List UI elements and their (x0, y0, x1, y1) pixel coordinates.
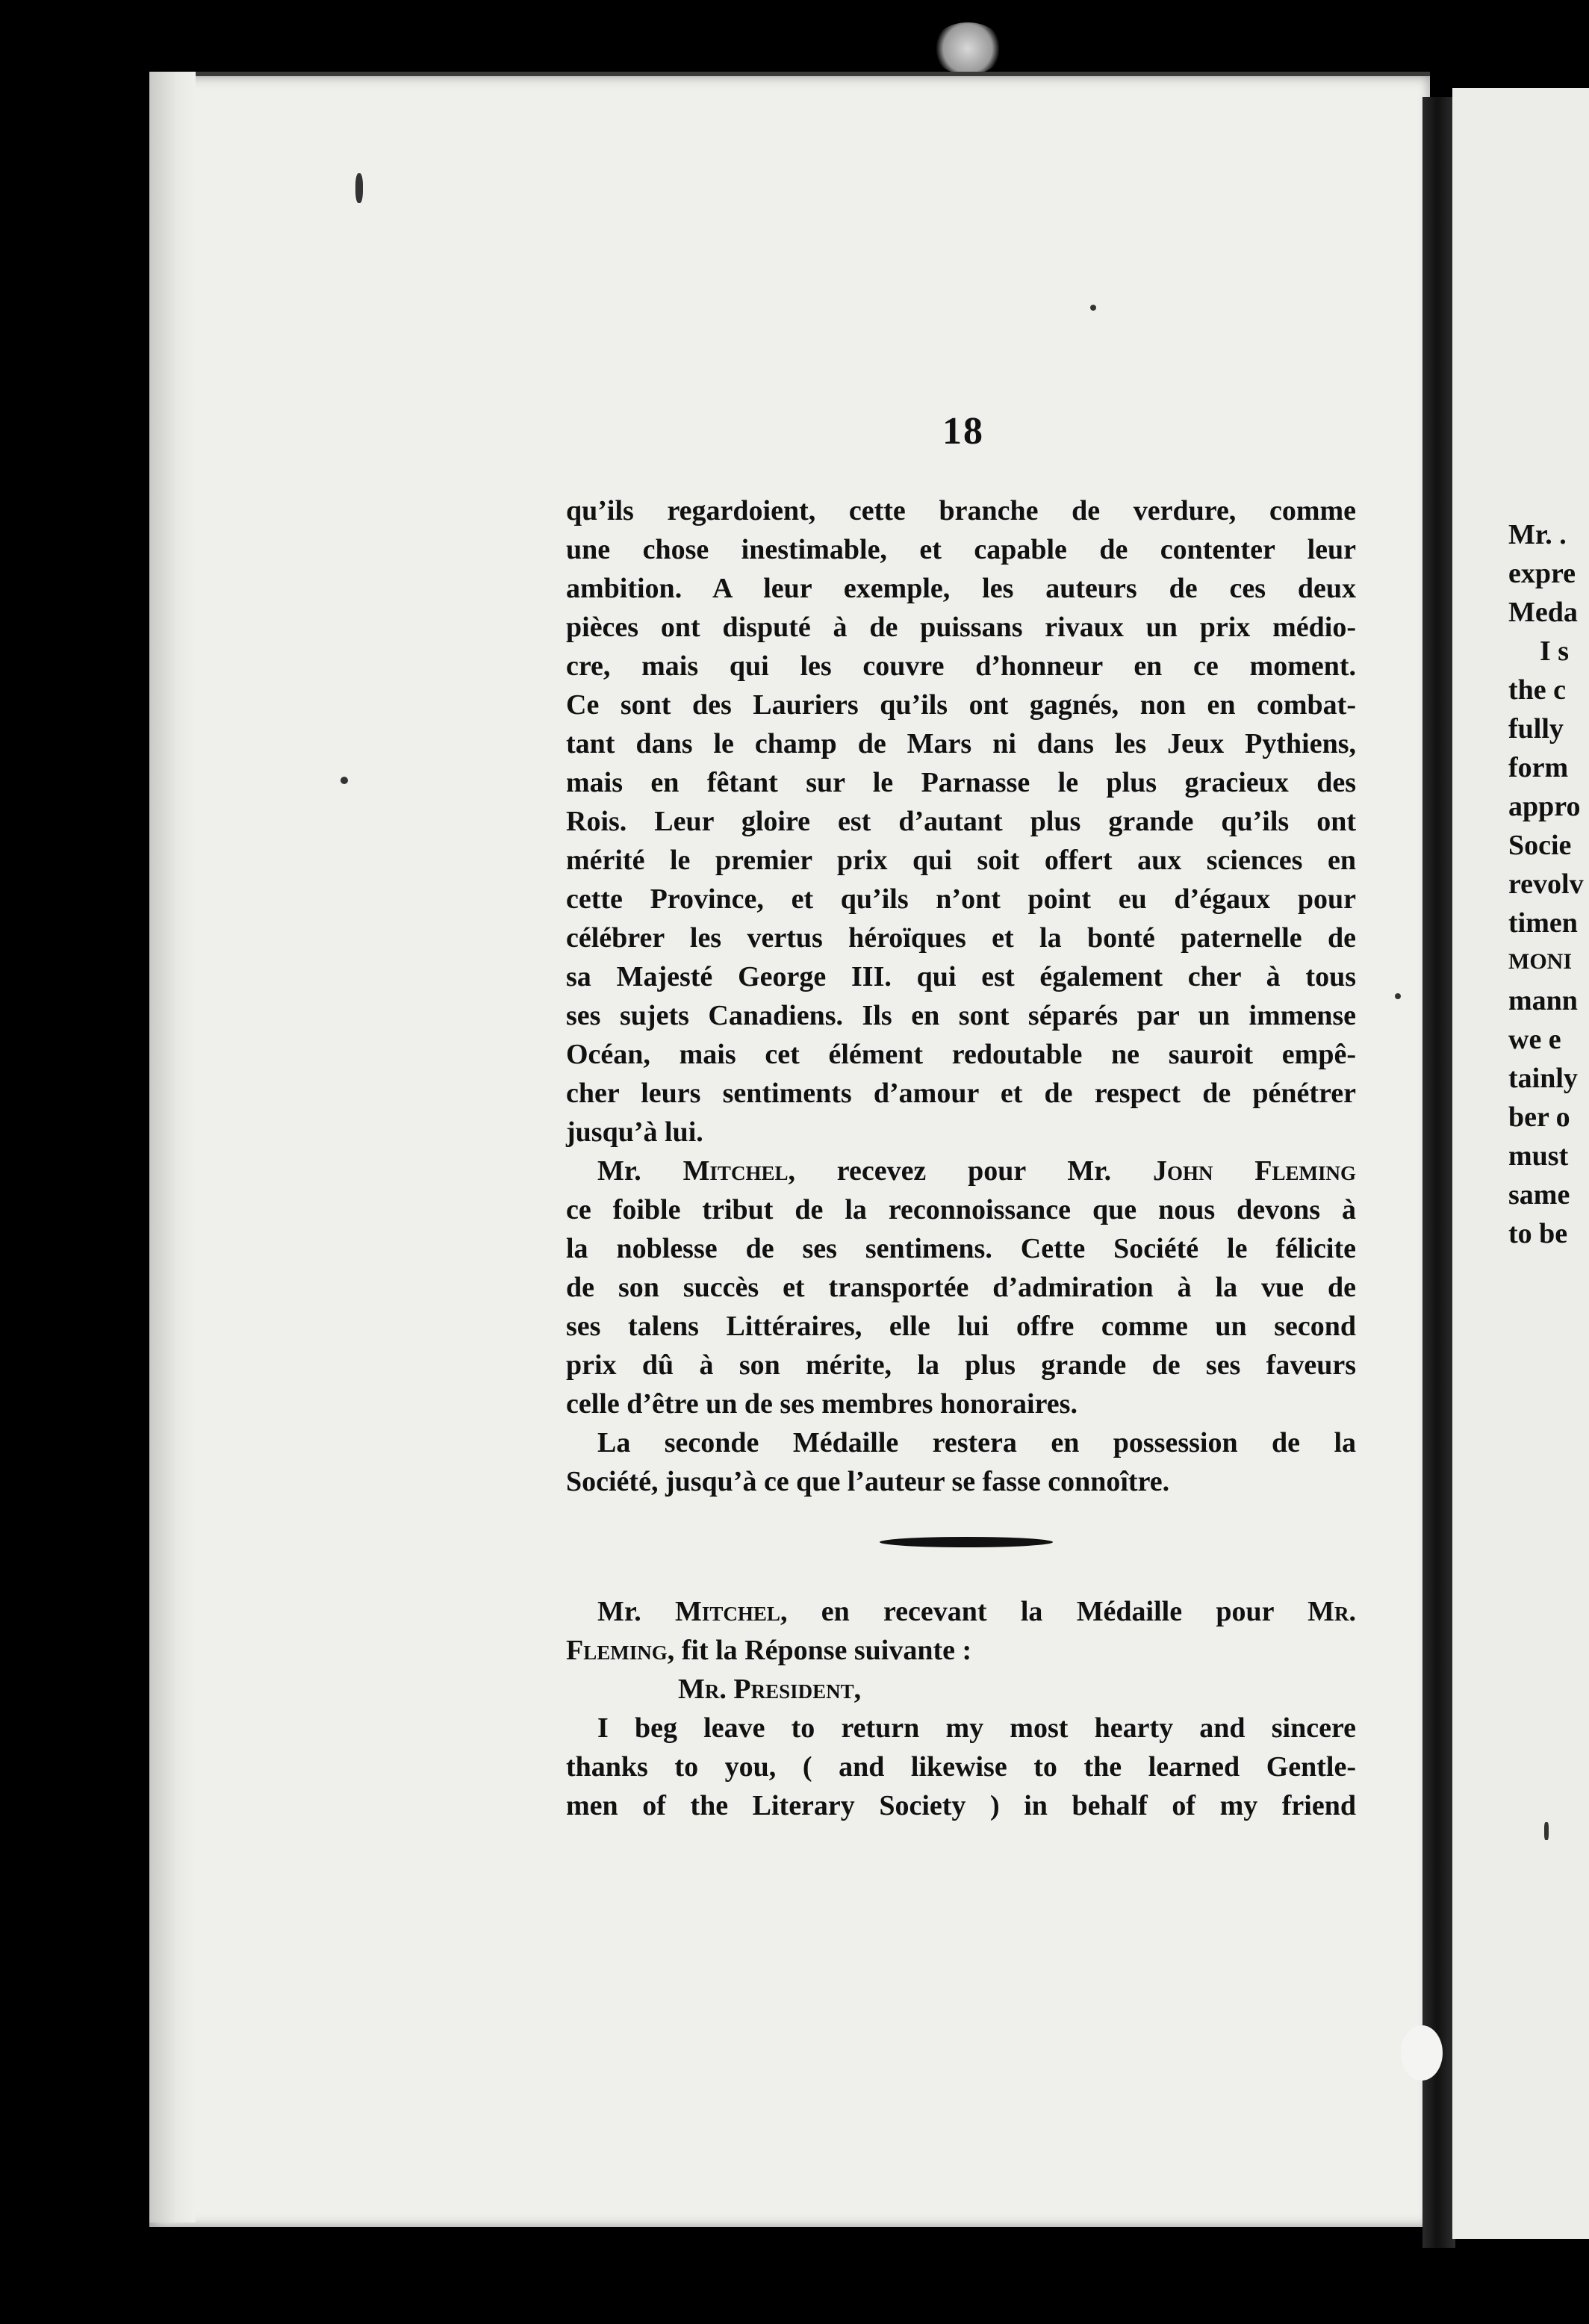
text-line: thanks to you, ( and likewise to the learned Gentle- (566, 1751, 1356, 1783)
page-number: 18 (942, 410, 984, 453)
facing-line: to be (1508, 1218, 1568, 1249)
text-line: La seconde Médaille restera en possession de la (597, 1427, 1356, 1458)
text-line: ce foible tribut de la reconnoissance que nous devons à (566, 1194, 1356, 1225)
text-line: tant dans le champ de Mars ni dans les Jeux Pythiens, (566, 728, 1356, 759)
text-line: men of the Literary Society ) in behalf of my friend (566, 1790, 1356, 1821)
text-run: , fit la Réponse suivante : (667, 1635, 972, 1666)
text-line: prix dû à son mérite, la plus grande de ses faveurs (566, 1349, 1356, 1381)
facing-line: timen (1508, 907, 1578, 939)
text-line: pièces ont disputé à de puissans rivaux un prix médio- (566, 612, 1356, 643)
facing-line: appro (1508, 791, 1581, 822)
text-line: jusqu’à lui. (566, 1116, 703, 1148)
text-run: , en recevant la Médaille pour (780, 1596, 1308, 1627)
facing-line: expre (1508, 558, 1576, 589)
text-line: celle d’être un de ses membres honoraires. (566, 1388, 1078, 1420)
paper-stain (932, 22, 1004, 75)
left-page-edge (149, 72, 196, 2222)
text-run: , recevez pour Mr. (788, 1155, 1153, 1187)
paragraph-2 (566, 1152, 1356, 1423)
reply-section (566, 1592, 1356, 1825)
text-line: mérité le premier prix qui soit offert aux sciences en (566, 845, 1356, 876)
reply-intro-line (566, 1631, 1356, 1670)
salutation: Mr. President, (678, 1674, 862, 1705)
text-line: I beg leave to return my most hearty and sincere (597, 1712, 1356, 1744)
facing-line: I s (1540, 636, 1570, 667)
scan-speck (355, 173, 363, 203)
name-john-fleming: John Fleming (1152, 1155, 1356, 1187)
facing-line: fully (1508, 713, 1564, 745)
text-line: cette Province, et qu’ils n’ont point eu d’égaux pour (566, 883, 1356, 915)
text-line (566, 1152, 1356, 1190)
text-run: Mr. (597, 1155, 683, 1187)
text-line: qu’ils regardoient, cette branche de verdure, comme (566, 495, 1356, 526)
facing-line: same (1508, 1179, 1570, 1211)
facing-page-text (1508, 515, 1584, 1253)
facing-line: the c (1508, 674, 1567, 706)
scan-speck (340, 777, 348, 784)
text-line: la noblesse de ses sentimens. Cette Société le félicite (566, 1233, 1356, 1264)
facing-line: Meda (1508, 597, 1578, 628)
facing-line: revolv (1508, 869, 1584, 900)
text-line: ses talens Littéraires, elle lui offre comme un second (566, 1311, 1356, 1342)
text-run: Mr. (597, 1596, 676, 1627)
scan-speck (1395, 993, 1401, 999)
paragraph-3 (566, 1423, 1356, 1501)
scan-speck (1544, 1822, 1549, 1840)
text-line: Ce sont des Lauriers qu’ils ont gagnés, non en combat- (566, 689, 1356, 721)
reply-intro-line (566, 1592, 1356, 1631)
facing-line: mann (1508, 985, 1578, 1016)
facing-line: tainly (1508, 1063, 1578, 1094)
text-line: ses sujets Canadiens. Ils en sont séparés par un immense (566, 1000, 1356, 1031)
text-line: Société, jusqu’à ce que l’auteur se fasse connoître. (566, 1466, 1170, 1497)
facing-line: must (1508, 1140, 1569, 1172)
section-divider (880, 1537, 1053, 1547)
facing-line: we e (1508, 1024, 1561, 1055)
text-line: célébrer les vertus héroïques et la bonté paternelle de (566, 922, 1356, 954)
text-line: mais en fêtant sur le Parnasse le plus gracieux des (566, 767, 1356, 798)
text-line: cher leurs sentiments d’amour et de respect de pénétrer (566, 1078, 1356, 1109)
text-line: cre, mais qui les couvre d’honneur en ce moment. (566, 650, 1356, 682)
scan-speck (1090, 305, 1096, 311)
paragraph-1 (566, 491, 1356, 1152)
facing-line: ber o (1508, 1102, 1570, 1133)
text-line: de son succès et transportée d’admiration à la vue de (566, 1272, 1356, 1303)
name-mitchel: Mitchel (675, 1596, 780, 1627)
facing-line: MONI (1508, 949, 1572, 974)
paper-blot (1401, 2025, 1443, 2081)
text-line: une chose inestimable, et capable de contenter leur (566, 534, 1356, 565)
name-mitchel: Mitchel (682, 1155, 789, 1187)
facing-line: Socie (1508, 830, 1572, 861)
name-fleming: Fleming (566, 1635, 668, 1666)
text-line: Océan, mais cet élément redoutable ne sauroit empê- (566, 1039, 1356, 1070)
text-line: sa Majesté George III. qui est également cher à tous (566, 961, 1356, 992)
page-body (566, 491, 1356, 1501)
text-line: ambition. A leur exemple, les auteurs de ces deux (566, 573, 1356, 604)
facing-line: form (1508, 752, 1569, 783)
facing-line: Mr. . (1508, 519, 1567, 550)
book-gutter (1422, 97, 1455, 2248)
text-run: Mr. (1307, 1596, 1356, 1627)
text-line: Rois. Leur gloire est d’autant plus grande qu’ils ont (566, 806, 1356, 837)
